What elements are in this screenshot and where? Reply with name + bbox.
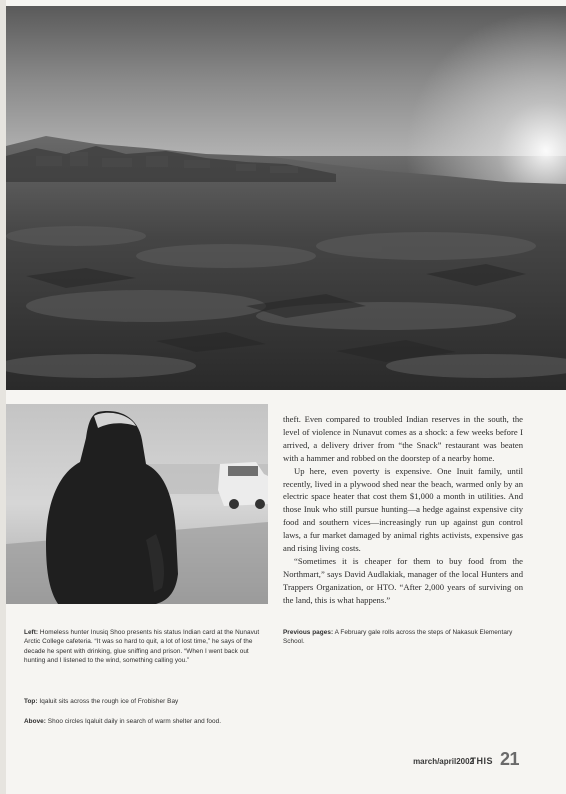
caption-above — [24, 717, 269, 726]
caption-above-label: Above: — [24, 718, 46, 725]
caption-left — [24, 628, 269, 666]
photo-iqaluit-frobisher-bay — [6, 6, 566, 390]
caption-previous-label: Previous pages: — [283, 629, 334, 636]
caption-previous-text: A February gale rolls across the steps of Nakasuk Elementary School. — [283, 629, 513, 646]
folio-page-number: 21 — [499, 749, 519, 769]
article-paragraph: theft. Even compared to troubled Indian reserves in the south, the level of violence in Nunavut comes as a shock: a few weeks before I arrived, a delivery driver from “the Snack” restaurant was beaten with a hammer and robbed on the doorstep of a nearby home. — [283, 414, 523, 463]
caption-left-label: Left: — [24, 629, 39, 636]
article-paragraph: “Sometimes it is cheaper for them to buy food from the Northmart,” says David Audlakiak, manager of the local Hunters and Trappers Organization, or HTO. “After 2,000 years of surviving on the land, this is what happens.” — [283, 555, 523, 605]
caption-previous-pages — [283, 628, 523, 647]
caption-top — [24, 697, 269, 706]
folio-magazine-name: THIS — [470, 756, 493, 766]
photo-shoo-walking — [6, 404, 268, 604]
caption-left-text: Homeless hunter Inusiq Shoo presents his status Indian card at the Nunavut Arctic College cafeteria. “It was so hard to quit, a lot of lost time,” he says of the decade he spent with drinking, glue sniffing and prison. “When I went back out hunting and I listened to the wind, something calling you.” — [24, 629, 260, 665]
caption-top-label: Top: — [24, 698, 38, 705]
article-body — [283, 413, 523, 607]
article-paragraph: Up here, even poverty is expensive. One Inuit family, until recently, lived in a plywood shed near the beach, warmed only by an electric space heater that cost them $1,000 a month in utilities. And those Inuk who still pursue hunting—a hedge against expensive city food and southern vices—increasingly run up against gun control laws, a fur market damaged by animal rights activists, expensive gas and rising living costs. — [283, 465, 523, 554]
caption-top-text: Iqaluit sits across the rough ice of Frobisher Bay — [39, 698, 179, 705]
caption-above-text: Shoo circles Iqaluit daily in search of warm shelter and food. — [47, 718, 222, 725]
folio-date: march/april2002 — [413, 757, 474, 766]
page-folio — [403, 748, 520, 770]
